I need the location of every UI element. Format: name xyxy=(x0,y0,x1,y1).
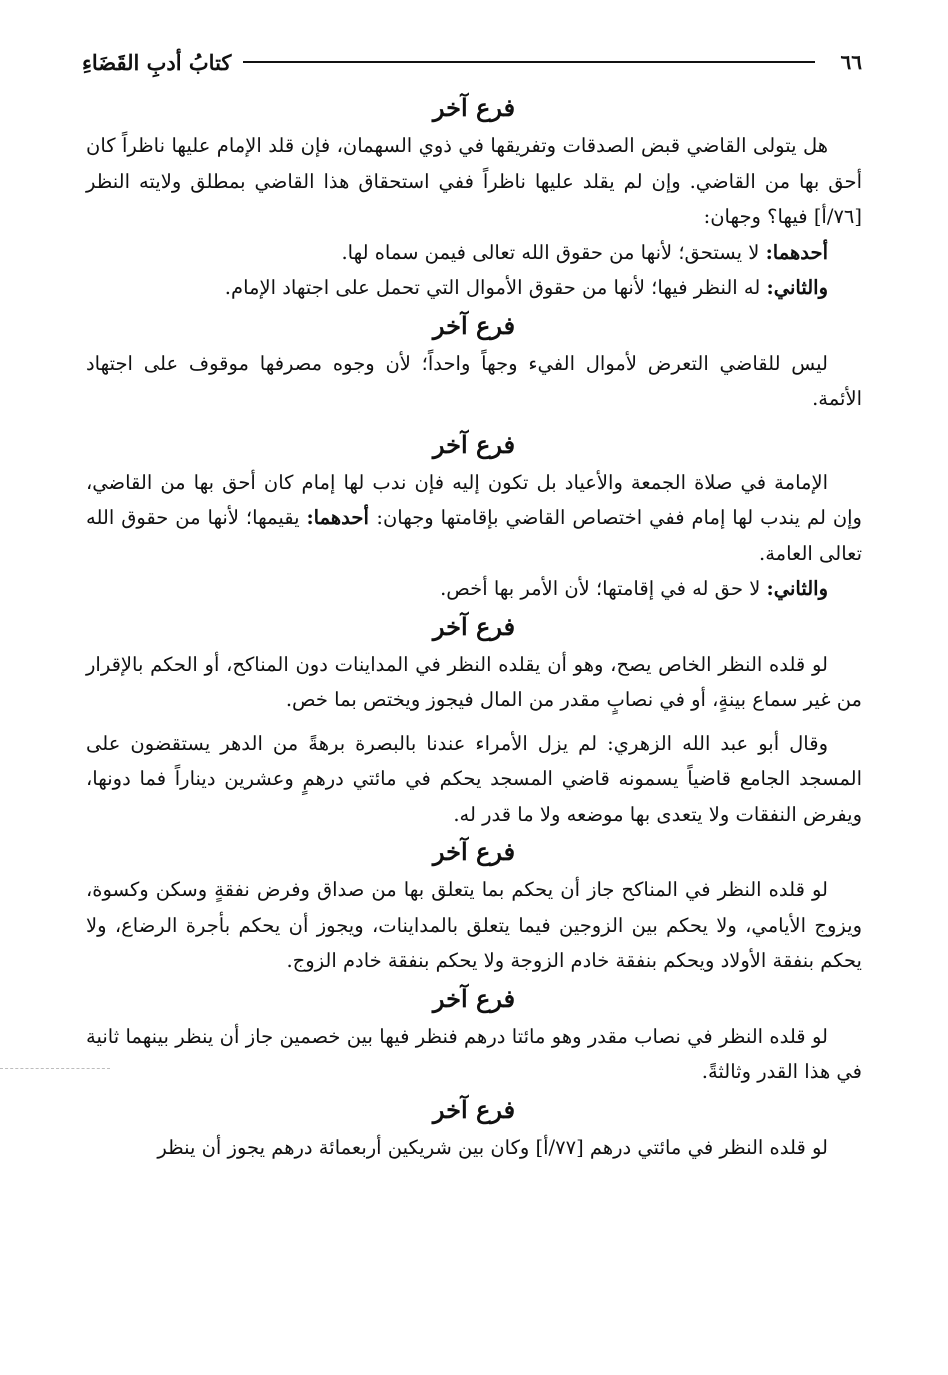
section-heading: فرع آخر xyxy=(432,310,516,340)
paragraph: والثاني: له النظر فيها؛ لأنها من حقوق الأموال التي تحمل على اجتهاد الإمام. xyxy=(224,276,828,299)
paragraph: لو قلده النظر في نصاب مقدر وهو مائتا درهم فنظر فيها بين خصمين جاز أن ينظر بينهما ثانية في هذا القدر وثالثةً. xyxy=(86,1024,862,1083)
opinion-label: والثاني: xyxy=(766,276,828,299)
section-heading: فرع آخر xyxy=(432,1094,516,1124)
paragraph: ليس للقاضي التعرض لأموال الفيء وجهاً واحداً؛ لأن وجوه مصرفها موقوف على اجتهاد الأئمة. xyxy=(86,351,862,410)
section-heading: فرع آخر xyxy=(432,837,516,866)
paragraph: أحدهما: لا يستحق؛ لأنها من حقوق الله تعالى فيمن سماه لها. xyxy=(341,240,828,264)
book-title: كتابُ أدبِ القَضَاءِ xyxy=(82,49,232,75)
page-body xyxy=(86,88,862,1165)
page-number: ٦٦ xyxy=(840,50,862,74)
paragraph: لو قلده النظر الخاص يصح، وهو أن يقلده النظر في المداينات دون المناكح، أو الحكم بالإقرار من غير سماع بينةٍ، أو في نصابٍ مقدر من المال فيجوز ويختص بما خص. xyxy=(86,652,862,711)
section-heading: فرع آخر xyxy=(432,429,516,459)
opinion-label: والثاني: xyxy=(766,577,828,600)
paragraph: والثاني: لا حق له في إقامتها؛ لأن الأمر بها أخص. xyxy=(440,577,828,600)
opinion-label: أحدهما: xyxy=(306,506,377,529)
section-heading: فرع آخر xyxy=(432,983,516,1013)
paragraph: لو قلده النظر في مائتي درهم [٧٧/أ] وكان بين شريكين أربعمائة درهم يجوز أن ينظر xyxy=(157,1135,828,1159)
paragraph: الإمامة في صلاة الجمعة والأعياد بل تكون إليه فإن ندب لها إمام كان أحق بها من القاضي، وإن لم يندب لها إمام ففي اختصاص القاضي بإقامتها وجهان: أحدهما: يقيمها؛ لأنها من حقوق الله تعالى العامة. xyxy=(86,470,862,565)
header-rule xyxy=(243,61,814,63)
section-heading: فرع آخر xyxy=(432,93,516,122)
paragraph: هل يتولى القاضي قبض الصدقات وتفريقها في ذوي السهمان، فإن قلد الإمام عليها ناظراً كان أحق بها من القاضي. وإن لم يقلد عليها ناظراً ففي استحقاق هذا القاضي بمطلق ولايته النظر [٧٦/أ] فيها؟ وجهان: xyxy=(86,134,862,228)
running-header xyxy=(82,44,862,80)
section-heading: فرع آخر xyxy=(432,611,516,641)
paragraph: وقال أبو عبد الله الزهري: لم يزل الأمراء عندنا بالبصرة برهةً من الدهر يستقضون على المسجد الجامع قاضياً يسمونه قاضي المسجد يحكم في مائتي درهمٍ وعشرين ديناراً فما دونها، ويفرض النفقات ولا يتعدى بها موضعه ولا ما قدر له. xyxy=(86,731,862,826)
paragraph: لو قلده النظر في المناكح جاز أن يحكم بما يتعلق بها من صداق وفرض نفقةٍ وسكن وكسوة، ويزوج الأيامي، ولا يحكم بين الزوجين فيما يتعلق بالمداينات، ويجوز أن يحكم بأجرة الرضاع، ولا يحكم بنفقة الأولاد ويحكم بنفقة خادم الزوجة ولا يحكم بنفقة خادم الزوج. xyxy=(86,878,862,972)
opinion-label: أحدهما: xyxy=(765,240,828,264)
